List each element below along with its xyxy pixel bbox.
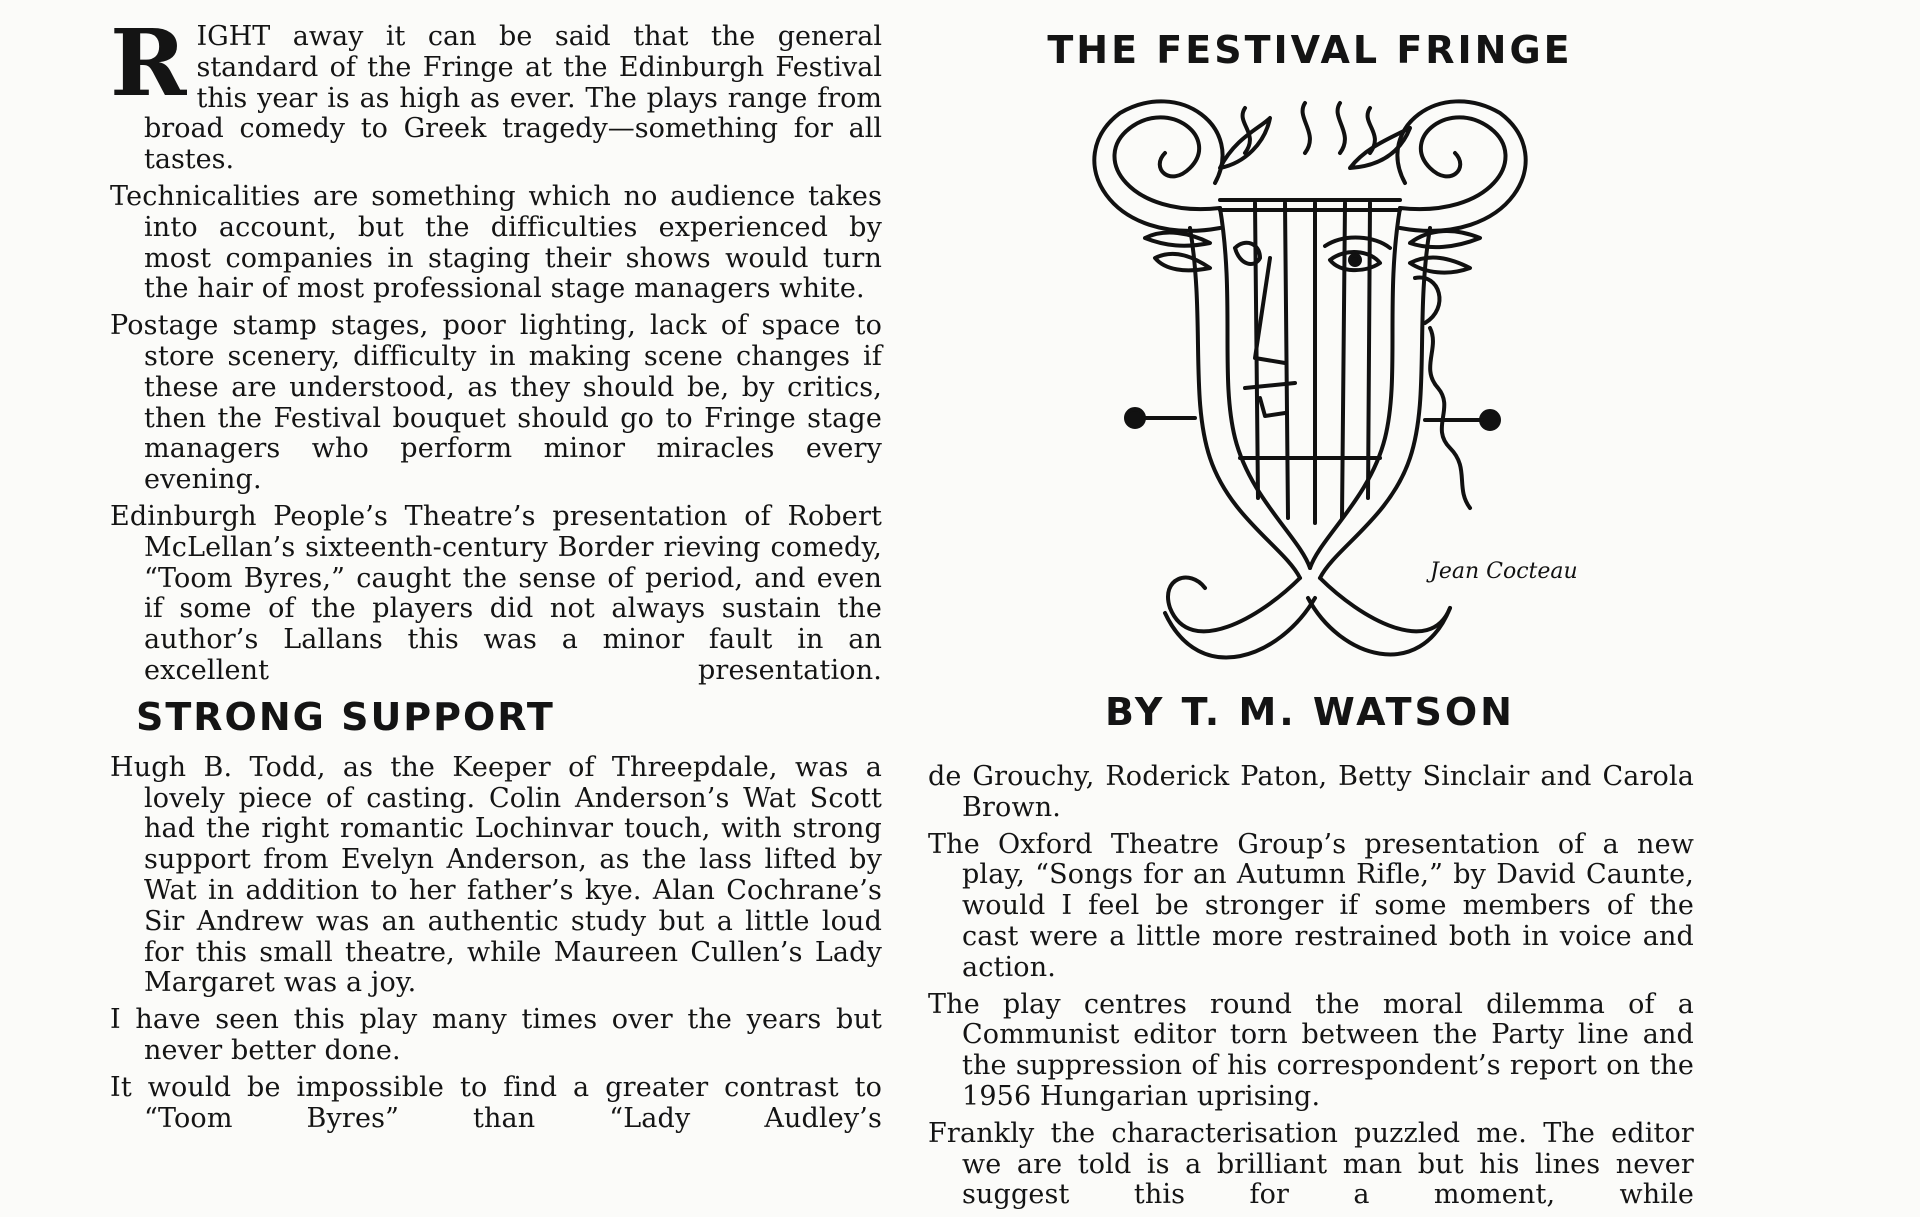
byline: BY T. M. WATSON [1105,690,1515,734]
paragraph-postage-stamp-stages: Postage stamp stages, poor lighting, lack of space to store scenery, difficulty in making scene changes if these are understood, as they should be, by critics, then the Festival bouquet should go to Fringe stage managers who perform minor miracles every evening. [110,310,882,496]
subheading-strong-support: STRONG SUPPORT [136,694,555,739]
lyre-face-drawing-icon [1070,98,1578,678]
paragraph-oxford-theatre-group: The Oxford Theatre Group’s presentation of a new play, “Songs for an Autumn Rifle,” by David Caunte, would I feel be stronger if some members of the cast were a little more restrained both in voice and action. [928,828,1694,983]
paragraph-edinburgh-peoples-theatre: Edinburgh People’s Theatre’s presentation of Robert McLellan’s sixteenth-century Border rieving comedy, “Toom Byres,” caught the sense of period, and even if some of the players did not always sustain the author’s Lallans this was a minor fault in an excellent presentation. [110,500,882,686]
drop-cap: R [110,9,187,117]
paragraph-hugh-todd: Hugh B. Todd, as the Keeper of Threepdale, was a lovely piece of casting. Colin Anderson’s Wat Scott had the right romantic Lochinvar touch, with strong support from Evelyn Anderson, as the lass lifted by Wat in addition to her father’s kye. Alan Cochrane’s Sir Andrew was an authentic study but a little loud for this small theatre, while Maureen Cullen’s Lady Margaret was a joy. [110,751,882,999]
paragraph-technicalities: Technicalities are something which no audience takes into account, but the difficulties experienced by most companies in staging their shows would turn the hair of most professional stage managers white. [110,180,882,305]
left-column [110,9,882,1140]
opening-paragraph [110,9,882,176]
paragraph-moral-dilemma: The play centres round the moral dilemma of a Communist editor torn between the Party line and the suppression of his correspondent’s report on the 1956 Hungarian uprising. [928,988,1694,1112]
paragraph-de-grouchy: de Grouchy, Roderick Paton, Betty Sinclair and Carola Brown. [928,761,1694,823]
right-column [928,762,1694,1217]
paragraph-characterisation: Frankly the characterisation puzzled me. The editor we are told is a brilliant man but his lines never suggest this for a moment, while [928,1117,1694,1211]
paragraph-greater-contrast: It would be impossible to find a greater contrast to “Toom Byres” than “Lady Audley’s [110,1071,882,1134]
page-title: THE FESTIVAL FRINGE [1047,28,1573,72]
paragraph-seen-this-play: I have seen this play many times over the years but never better done. [110,1004,882,1066]
opening-paragraph-text: IGHT away it can be said that the general standard of the Fringe at the Edinburgh Festival this year is as high as ever. The plays range from broad comedy to Greek tragedy—something for all tastes. [144,21,882,176]
artist-signature: Jean Cocteau [1430,559,1578,584]
